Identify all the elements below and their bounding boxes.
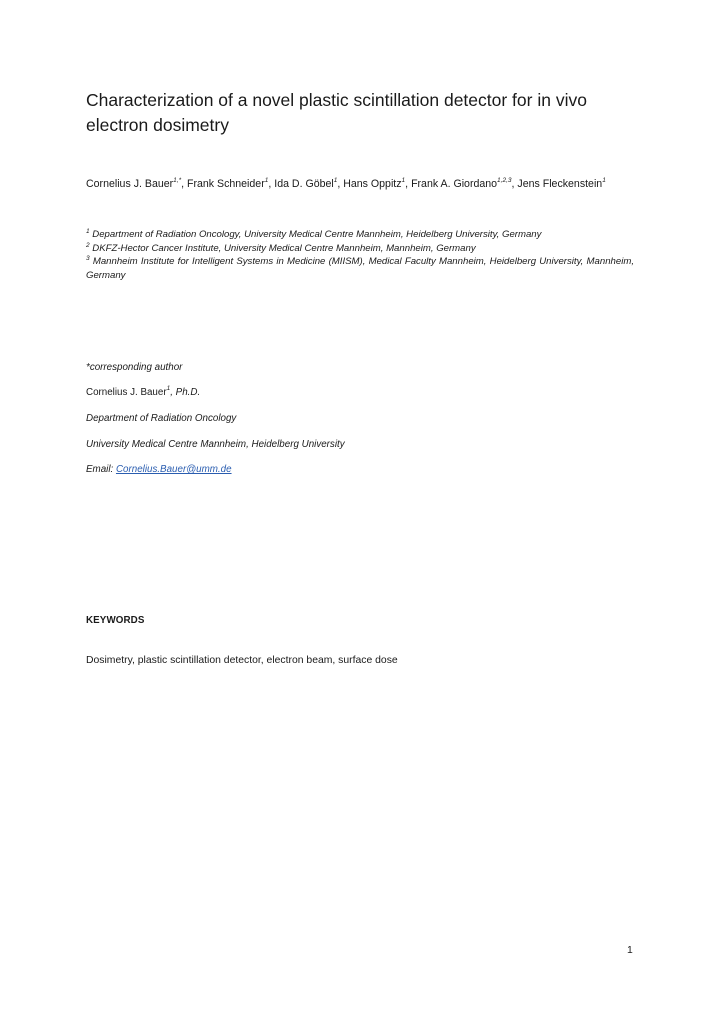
corresponding-name-line <box>86 387 200 398</box>
affiliation-list <box>86 228 634 282</box>
corresponding-affiliation-mark: 1 <box>166 385 171 392</box>
keywords-text: Dosimetry, plastic scintillation detector, electron beam, surface dose <box>86 655 398 666</box>
author-name: Ida D. Göbel <box>274 178 334 190</box>
title-line-2: electron dosimetry <box>86 115 229 135</box>
corresponding-department: Department of Radiation Oncology <box>86 413 237 424</box>
page-number: 1 <box>627 945 633 956</box>
title-line-1: Characterization of a novel plastic scintillation detector for in vivo <box>86 90 587 110</box>
author-name: Frank Schneider <box>187 178 265 190</box>
corresponding-institution: University Medical Centre Mannheim, Heidelberg University <box>86 439 345 450</box>
keywords-heading: KEYWORDS <box>86 615 145 626</box>
affiliation-item <box>86 228 634 242</box>
affiliation-text: Department of Radiation Oncology, University Medical Centre Mannheim, Heidelberg University, Germany <box>92 229 542 240</box>
author-name: Cornelius J. Bauer <box>86 178 174 190</box>
paper-title <box>86 88 646 138</box>
affiliation-item <box>86 255 634 282</box>
author-affiliation-mark: 1,2,3 <box>497 177 512 184</box>
author-list: Cornelius J. Bauer$^{1,*}$, Frank Schneider$^1$, Ida D. Göbel$^1$, Hans Oppitz$^1$, Frank A. Giordano$^{1,2,3}$, Jens Fleckenstein$^1$ <box>86 177 606 190</box>
email-label: Email: <box>86 464 116 475</box>
author-affiliation-mark: 1 <box>401 177 406 184</box>
corresponding-heading: *corresponding author <box>86 362 183 373</box>
author-affiliation-mark: 1 <box>264 177 269 184</box>
author-affiliation-mark: 1,* <box>173 177 182 184</box>
affiliation-text: Mannheim Institute for Intelligent Systems in Medicine (MIISM), Medical Faculty Mannheim, Heidelberg University, Mannheim, Germany <box>86 256 634 281</box>
corresponding-degree: , Ph.D. <box>170 387 201 398</box>
corresponding-email-line <box>86 464 232 475</box>
author-name: Frank A. Giordano <box>411 178 498 190</box>
affiliation-number: 3 <box>86 255 90 262</box>
affiliation-item <box>86 242 634 256</box>
author-name: Hans Oppitz <box>343 178 402 190</box>
corresponding-name: Cornelius J. Bauer <box>86 387 167 398</box>
affiliation-number: 1 <box>86 228 90 235</box>
email-link[interactable]: Cornelius.Bauer@umm.de <box>115 464 232 475</box>
author-name: Jens Fleckenstein <box>517 178 603 190</box>
affiliation-text: DKFZ-Hector Cancer Institute, University Medical Centre Mannheim, Mannheim, Germany <box>92 242 476 254</box>
affiliation-number: 2 <box>86 241 90 249</box>
author-affiliation-mark: 1 <box>602 177 606 184</box>
author-affiliation-mark: 1 <box>333 177 338 184</box>
